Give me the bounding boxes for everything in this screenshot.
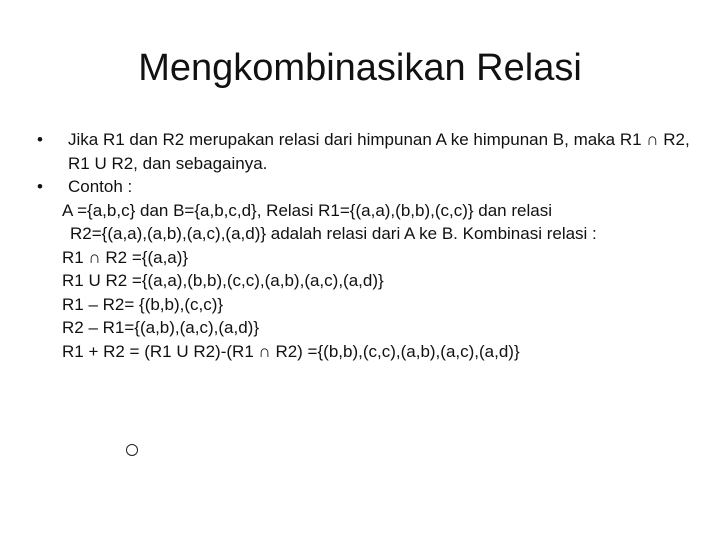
bullet-example — [30, 175, 695, 199]
relation-union: R1 U R2 ={(a,a),(b,b),(c,c),(a,b),(a,c),(a,d)} — [62, 271, 384, 290]
relation-symmetric-difference: R1 + R2 = (R1 U R2)-(R1 ∩ R2) ={(b,b),(c,c),(a,b),(a,c),(a,d)} — [62, 341, 520, 361]
bullet-example-text: Contoh : — [68, 177, 133, 196]
example-block — [30, 199, 695, 364]
relation-intersection: R1 ∩ R2 ={(a,a)} — [62, 247, 189, 267]
circle-bullet-icon — [126, 444, 138, 456]
relation-difference-r2-r1: R2 – R1={(a,b),(a,c),(a,d)} — [62, 318, 260, 337]
example-intro-line: R2={(a,a),(a,b),(a,c),(a,d)} adalah relasi dari A ke B. Kombinasi relasi : — [70, 224, 597, 243]
bullet-dot: • — [37, 130, 43, 149]
example-intro-line: A ={a,b,c} dan B={a,b,c,d}, Relasi R1={(a,a),(b,b),(c,c)} dan relasi — [62, 200, 552, 220]
relation-difference-r1-r2: R1 – R2= {(b,b),(c,c)} — [62, 294, 224, 314]
slide-body — [30, 128, 695, 363]
bullet-dot: • — [37, 177, 43, 196]
slide-title: Mengkombinasikan Relasi — [138, 47, 582, 89]
bullet-definition-text: Jika R1 dan R2 merupakan relasi dari himpunan A ke himpunan B, maka R1 ∩ R2, R1 U R2, dan sebagainya. — [68, 130, 690, 173]
bullet-definition — [30, 128, 695, 175]
